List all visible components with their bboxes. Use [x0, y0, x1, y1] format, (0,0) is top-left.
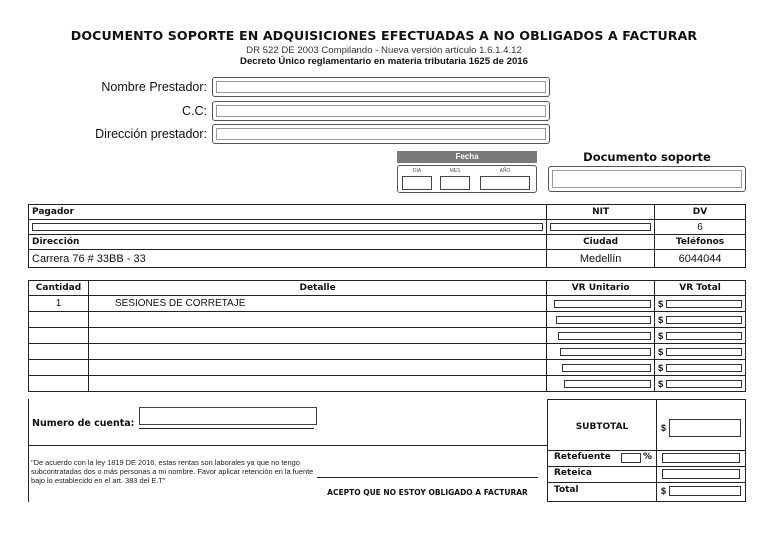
row-detalle[interactable] — [88, 344, 546, 360]
table-row — [29, 360, 746, 376]
row-detalle[interactable]: SESIONES DE CORRETAJE — [88, 296, 546, 312]
row-vr-unitario — [547, 376, 655, 392]
col-vr-unitario: VR Unitario — [547, 281, 655, 296]
total-input[interactable] — [669, 486, 741, 496]
row-cantidad[interactable] — [29, 312, 89, 328]
vr-total-input[interactable] — [666, 332, 742, 340]
vr-unitario-input[interactable] — [562, 364, 651, 372]
percent-sign: % — [643, 452, 653, 462]
items-table — [28, 280, 746, 392]
ciudad-label: Ciudad — [547, 235, 655, 250]
total-value-cell — [661, 485, 741, 497]
signature-line — [317, 477, 538, 478]
ciudad-value: Medellín — [547, 250, 655, 268]
cuenta-input[interactable] — [139, 407, 317, 425]
vr-total-input[interactable] — [666, 348, 742, 356]
vr-unitario-input[interactable] — [560, 348, 651, 356]
row-cantidad[interactable]: 1 — [29, 296, 89, 312]
row-vr-total — [655, 296, 746, 312]
total-label: Total — [554, 485, 579, 495]
row-vr-total — [655, 376, 746, 392]
table-row — [29, 328, 746, 344]
row-cantidad[interactable] — [29, 328, 89, 344]
decree-line: Decreto Único reglamentario en materia tributaria 1625 de 2016 — [240, 56, 528, 67]
subtotal-input[interactable] — [669, 419, 741, 437]
row-vr-total — [655, 312, 746, 328]
row-detalle[interactable] — [88, 312, 546, 328]
provider-address-field[interactable] — [212, 124, 550, 144]
direccion-label: Dirección — [29, 235, 547, 250]
note-divider — [28, 445, 547, 446]
direccion-value: Carrera 76 # 33BB - 33 — [29, 250, 547, 268]
dv-value: 6 — [655, 220, 746, 235]
table-row — [29, 376, 746, 392]
currency-sign: $ — [661, 423, 667, 433]
cuenta-underline — [139, 428, 314, 429]
ano-input[interactable] — [480, 176, 530, 190]
row-vr-total — [655, 328, 746, 344]
row-detalle[interactable] — [88, 328, 546, 344]
vr-unitario-input[interactable] — [556, 316, 651, 324]
vr-total-input[interactable] — [666, 300, 742, 308]
mes-input[interactable] — [440, 176, 470, 190]
table-row — [29, 296, 746, 312]
document-subtitle: DR 522 DE 2003 Compilando - Nueva versión artículo 1.6.1.4.12 — [246, 45, 522, 56]
currency-sign: $ — [661, 486, 667, 496]
col-detalle: Detalle — [88, 281, 546, 296]
table-row — [29, 312, 746, 328]
acepto-label: ACEPTO QUE NO ESTOY OBLIGADO A FACTURAR — [327, 488, 528, 497]
row-vr-unitario — [547, 344, 655, 360]
provider-cc-label: C.C: — [182, 104, 207, 118]
row-vr-unitario — [547, 312, 655, 328]
provider-cc-field[interactable] — [212, 101, 550, 121]
dia-input[interactable] — [402, 176, 432, 190]
cuenta-label: Numero de cuenta: — [32, 418, 135, 429]
row-divider — [548, 450, 745, 451]
row-detalle[interactable] — [88, 376, 546, 392]
vr-unitario-input[interactable] — [564, 380, 651, 388]
pagador-label: Pagador — [29, 205, 547, 220]
dv-label: DV — [655, 205, 746, 220]
provider-address-label: Dirección prestador: — [95, 127, 207, 141]
provider-name-field[interactable] — [212, 77, 550, 97]
vr-unitario-input[interactable] — [558, 332, 651, 340]
currency-sign: $ — [658, 314, 664, 325]
row-detalle[interactable] — [88, 360, 546, 376]
provider-name-label: Nombre Prestador: — [101, 80, 207, 94]
nit-input[interactable] — [550, 223, 651, 231]
nit-cell — [547, 220, 655, 235]
telefonos-label: Teléfonos — [655, 235, 746, 250]
vr-total-input[interactable] — [666, 380, 742, 388]
currency-sign: $ — [658, 362, 664, 373]
row-divider — [548, 466, 745, 467]
documento-soporte-label: Documento soporte — [583, 150, 711, 164]
col-vr-total: VR Total — [655, 281, 746, 296]
vr-total-input[interactable] — [666, 316, 742, 324]
table-row — [29, 344, 746, 360]
document-title: DOCUMENTO SOPORTE EN ADQUISICIONES EFECTUADAS A NO OBLIGADOS A FACTURAR — [70, 28, 698, 43]
totals-block — [547, 399, 746, 502]
subtotal-value-cell — [661, 419, 741, 437]
nit-label: NIT — [547, 205, 655, 220]
fecha-container — [397, 165, 537, 193]
mes-label: MES — [449, 168, 461, 174]
col-cantidad: Cantidad — [29, 281, 89, 296]
row-divider — [548, 482, 745, 483]
subtotal-label: SUBTOTAL — [575, 422, 629, 432]
row-vr-total — [655, 344, 746, 360]
dia-label: DÍA — [412, 168, 422, 174]
ano-label: AÑO — [499, 168, 511, 174]
row-vr-total — [655, 360, 746, 376]
row-cantidad[interactable] — [29, 344, 89, 360]
vr-unitario-input[interactable] — [554, 300, 651, 308]
legal-note: "De acuerdo con la ley 1819 DE 2016, estas rentas son laborales ya que no tengo subcontratadas dos o más personas a mi nombre. Favor aplicar retención en la fuente bajo lo establecido en el art. 383 del E.T" — [31, 458, 314, 485]
row-vr-unitario — [547, 296, 655, 312]
pagador-cell — [29, 220, 547, 235]
vr-total-input[interactable] — [666, 364, 742, 372]
fecha-header: Fecha — [397, 151, 537, 163]
telefonos-value: 6044044 — [655, 250, 746, 268]
row-cantidad[interactable] — [29, 360, 89, 376]
payer-table — [28, 204, 746, 268]
reteica-label: Reteica — [554, 468, 592, 478]
currency-sign: $ — [658, 378, 664, 389]
retefuente-percent-input[interactable] — [621, 453, 641, 463]
row-vr-unitario — [547, 360, 655, 376]
currency-sign: $ — [658, 298, 664, 309]
retefuente-input[interactable] — [662, 453, 740, 463]
pagador-input[interactable] — [32, 223, 543, 231]
row-vr-unitario — [547, 328, 655, 344]
retefuente-label: Retefuente — [554, 452, 611, 462]
reteica-input[interactable] — [662, 469, 740, 479]
row-cantidad[interactable] — [29, 376, 89, 392]
currency-sign: $ — [658, 346, 664, 357]
currency-sign: $ — [658, 330, 664, 341]
documento-soporte-field[interactable] — [548, 166, 746, 192]
